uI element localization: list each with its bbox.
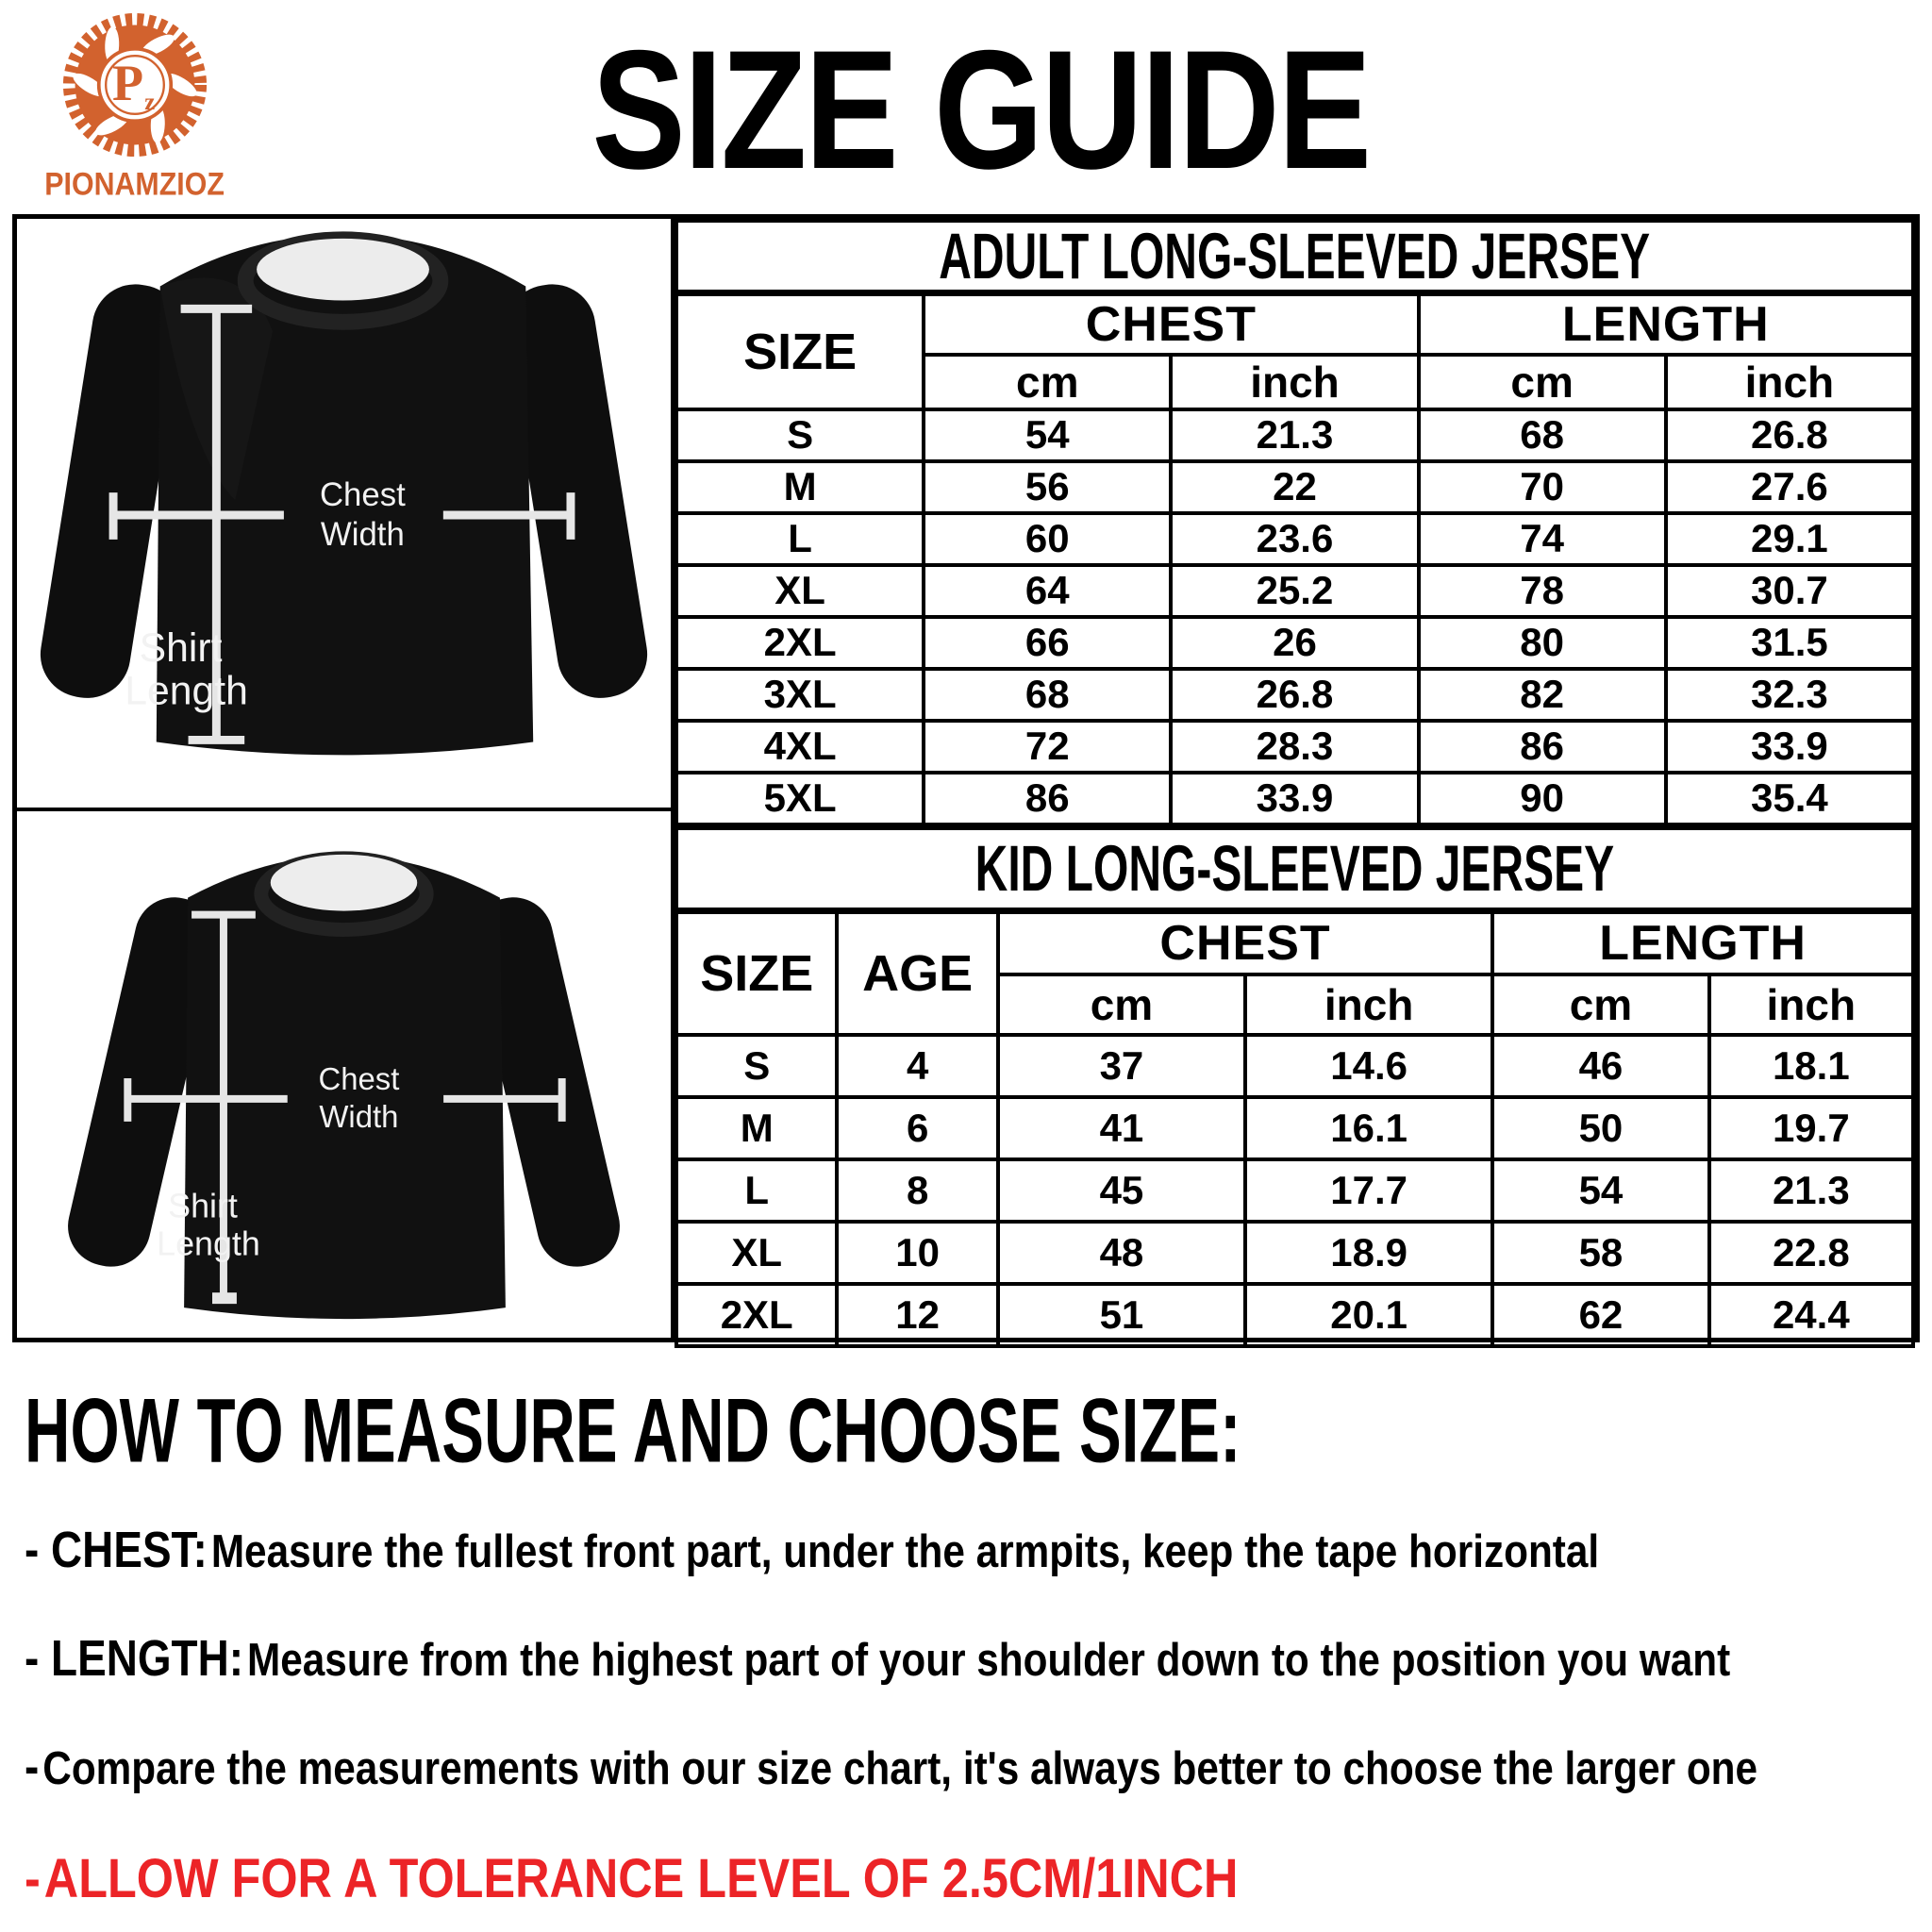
table-row: M 6 41 16.1 50 19.7 [676, 1097, 1913, 1159]
kid-table-title: KID LONG-SLEEVED JERSEY [676, 828, 1913, 911]
table-row: 4XL 72 28.3 86 33.9 [676, 721, 1913, 773]
table-row: S 54 21.3 68 26.8 [676, 409, 1913, 461]
howto-heading: HOW TO MEASURE AND CHOOSE SIZE: [25, 1380, 1241, 1482]
size-guide-panel [12, 214, 1920, 1342]
table-row: L 8 45 17.7 54 21.3 [676, 1159, 1913, 1222]
howto-item-label: - CHEST: [25, 1521, 208, 1578]
table-row: 2XL 66 26 80 31.5 [676, 617, 1913, 669]
howto-item-text: Compare the measurements with our size chart, it's always better to choose the larger one [42, 1740, 1758, 1794]
svg-text:Length: Length [157, 1224, 260, 1263]
table-row: S 4 37 14.6 46 18.1 [676, 1035, 1913, 1097]
table-row: XL 10 48 18.9 58 22.8 [676, 1222, 1913, 1284]
table-row: XL 64 25.2 78 30.7 [676, 565, 1913, 617]
brand-name: PIONAMZIOZ [44, 165, 225, 202]
col-header-age: AGE [837, 911, 997, 1035]
howto-item-text: Measure from the highest part of your shoulder down to the position you want [247, 1632, 1731, 1686]
gear-icon [56, 6, 214, 164]
page-title: SIZE GUIDE [591, 15, 1371, 205]
col-header-size: SIZE [676, 911, 837, 1035]
unit-inch: inch [1666, 355, 1913, 409]
table-row: 5XL 86 33.9 90 35.4 [676, 773, 1913, 824]
adult-shirt-diagram [17, 219, 671, 808]
svg-text:Width: Width [320, 516, 405, 553]
col-header-size: SIZE [676, 292, 924, 409]
chest-width-label: Chest [319, 477, 406, 514]
shirt-diagrams-column [17, 219, 675, 1338]
kid-size-table [675, 826, 1915, 1348]
kid-shirt-diagram [17, 811, 671, 1338]
adult-shirt-image [17, 219, 671, 811]
table-row: M 56 22 70 27.6 [676, 461, 1913, 513]
howto-item-label: - LENGTH: [25, 1629, 244, 1687]
size-tables-column [675, 219, 1915, 1338]
adult-size-table [675, 219, 1915, 826]
unit-inch: inch [1171, 355, 1418, 409]
howto-section [25, 1380, 1911, 1909]
shirt-length-label: Shirt [168, 1187, 238, 1225]
howto-item-text: Measure the fullest front part, under the armpits, keep the tape horizontal [210, 1524, 1600, 1577]
howto-item-compare [25, 1739, 1911, 1794]
howto-item-label: - [25, 1738, 40, 1795]
kid-shirt-image [17, 811, 671, 1338]
logo-monogram-sub: z [144, 90, 156, 116]
unit-cm: cm [998, 974, 1245, 1035]
col-header-chest: CHEST [924, 292, 1418, 355]
chest-width-label: Chest [318, 1060, 400, 1096]
brand-logo [26, 6, 243, 202]
unit-cm: cm [924, 355, 1171, 409]
svg-text:Length: Length [125, 668, 248, 714]
col-header-length: LENGTH [1492, 911, 1913, 974]
unit-cm: cm [1492, 974, 1708, 1035]
adult-table-title: ADULT LONG-SLEEVED JERSEY [676, 221, 1913, 292]
table-row: L 60 23.6 74 29.1 [676, 513, 1913, 565]
svg-text:Width: Width [319, 1098, 399, 1134]
howto-item-label: - [25, 1846, 41, 1909]
shirt-length-label: Shirt [139, 625, 223, 671]
col-header-chest: CHEST [998, 911, 1492, 974]
howto-item-chest [25, 1522, 1911, 1577]
unit-inch: inch [1709, 974, 1913, 1035]
logo-monogram: P [112, 54, 144, 111]
howto-item-text: ALLOW FOR A TOLERANCE LEVEL OF 2.5CM/1INCH [43, 1846, 1239, 1909]
unit-cm: cm [1419, 355, 1666, 409]
col-header-length: LENGTH [1419, 292, 1913, 355]
howto-item-length [25, 1630, 1911, 1686]
unit-inch: inch [1245, 974, 1492, 1035]
table-row: 2XL 12 51 20.1 62 24.4 [676, 1284, 1913, 1346]
table-row: 3XL 68 26.8 82 32.3 [676, 669, 1913, 721]
tolerance-note [25, 1847, 1911, 1908]
